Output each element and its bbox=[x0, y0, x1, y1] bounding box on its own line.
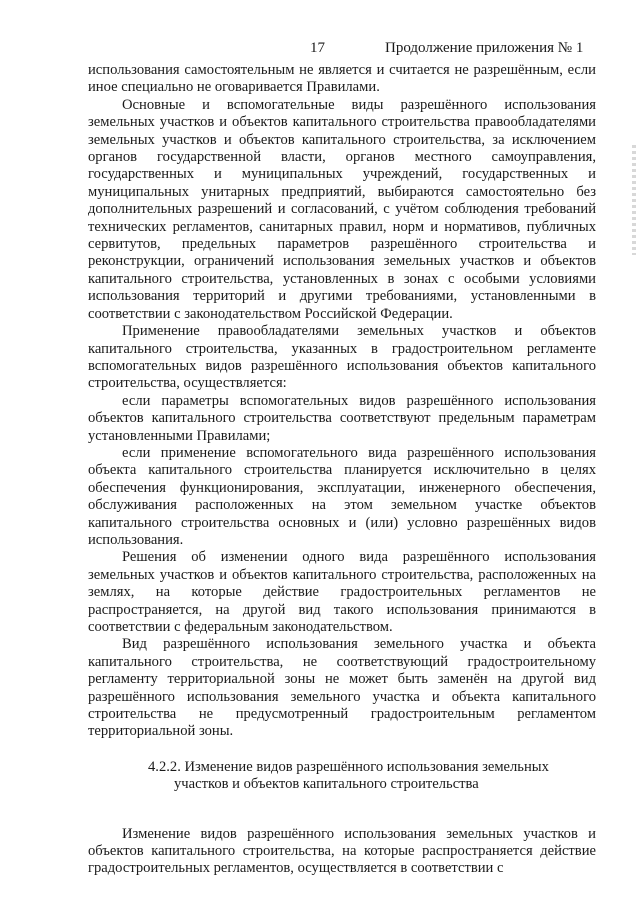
scan-edge-mark bbox=[632, 145, 636, 255]
paragraph: если применение вспомогательного вида разрешённого использования объекта капитального строительства планируется исключительно в целях обеспечения функционирования, эксплуатации, инженерного обеспечения, обслуживания расположенных на этом земельном участке объектов капитального строительства основных и (или) условно разрешённых видов использования. bbox=[88, 444, 596, 548]
section-heading-line-1: 4.2.2. Изменение видов разрешённого использования земельных bbox=[148, 758, 549, 775]
paragraph: Основные и вспомогательные виды разрешённого использования земельных участков и объектов капитального строительства правообладателями земельных участков и объектов капитального строительства, за исключением органов государственной власти, органов местного самоуправления, государственных и муниципальных учреждений, государственных и муниципальных унитарных предприятий, выбираются самостоятельно без дополнительных разрешений и согласований, с учётом соблюдения требований технических регламентов, санитарных правил, норм и нормативов, публичных сервитутов, предельных параметров разрешённого строительства и реконструкции, ограничений использования земельных участков и объектов капитального строительства, установленных в зонах с особыми условиями использования территорий и другими требованиями, установленными в соответствии с законодательством Российской Федерации. bbox=[88, 96, 596, 322]
paragraph: Решения об изменении одного вида разрешённого использования земельных участков и объектов капитального строительства, расположенных на землях, на которые действие градостроительных регламентов не распространяется, на другой вид такого использования принимаются в соответствии с федеральным законодательством. bbox=[88, 549, 596, 635]
page-header bbox=[0, 40, 640, 60]
paragraph-continued: использования самостоятельным не является и считается не разрешённым, если иное специально не оговаривается Правилами. bbox=[88, 62, 596, 96]
paragraph-final: Изменение видов разрешённого использования земельных участков и объектов капитального строительства, на которые распространяется действие градостроительных регламентов, осуществляется в соответствии с bbox=[88, 825, 596, 877]
paragraph: Применение правообладателями земельных участков и объектов капитального строительства, указанных в градостроительном регламенте вспомогательных видов разрешённого использования объектов капитального строительства, осуществляется: bbox=[88, 323, 596, 392]
document-body bbox=[88, 62, 596, 878]
paragraph: если параметры вспомогательных видов разрешённого использования объектов капитального строительства соответствуют предельным параметрам установленными Правилами; bbox=[88, 392, 596, 444]
section-heading-line-2: участков и объектов капитального строительства bbox=[174, 776, 479, 793]
paragraph: Вид разрешённого использования земельного участка и объекта капитального строительства, не соответствующий градостроительному регламенту территориальной зоны не может быть заменён на другой вид разрешённого использования земельного участка и объекта капитального строительства не предусмотренный градостроительным регламентом территориальной зоны. bbox=[88, 636, 596, 740]
page-number: 17 bbox=[310, 40, 325, 56]
section-heading bbox=[88, 759, 596, 794]
spacer bbox=[88, 794, 596, 826]
appendix-continuation-note: Продолжение приложения № 1 bbox=[385, 40, 584, 56]
